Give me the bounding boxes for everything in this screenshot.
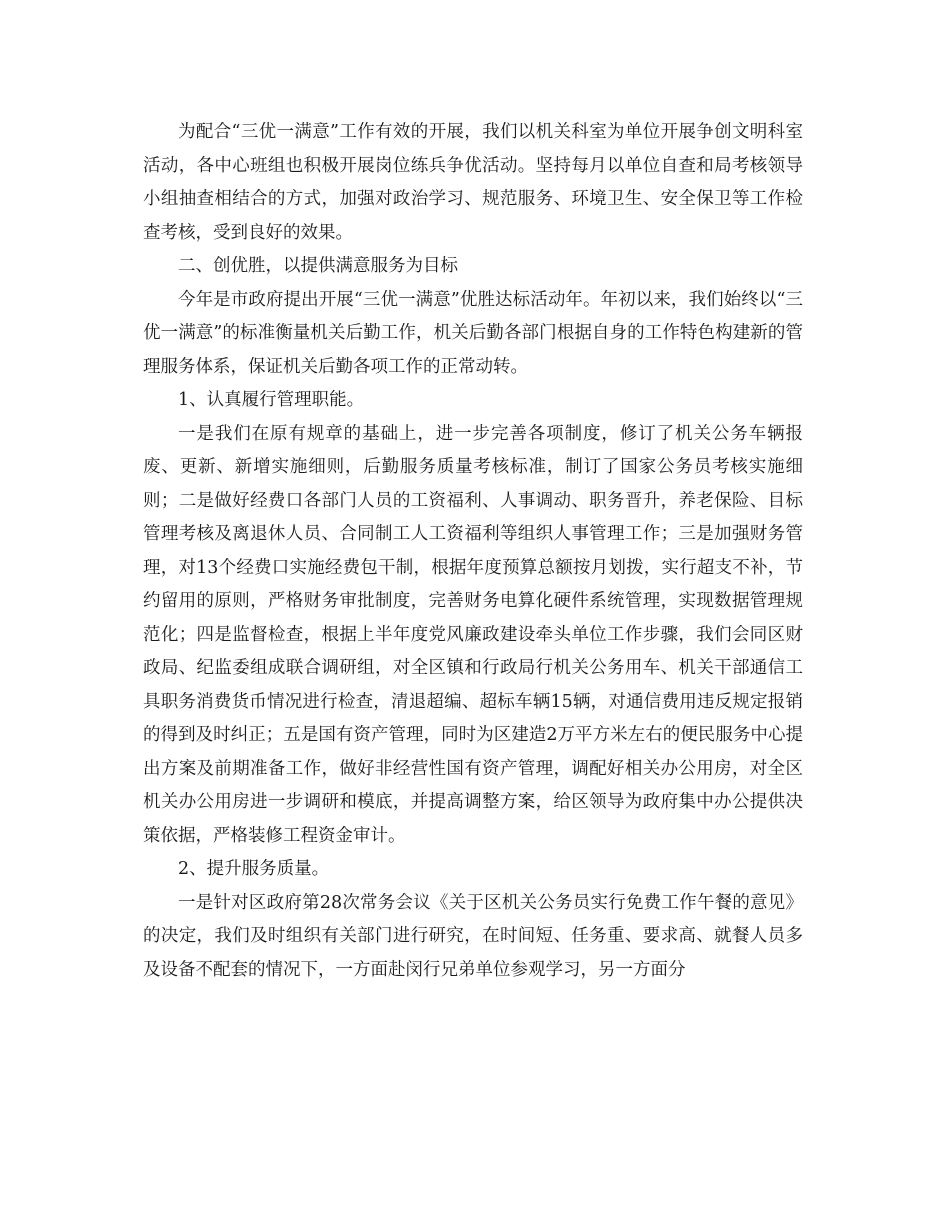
paragraph-3: 今年是市政府提出开展“三优一满意”优胜达标活动年。年初以来，我们始终以“三优一满意”的标准衡量机关后勤工作，机关后勤各部门根据自身的工作特色构建新的管理服务体系，保证机关后勤各项工作的正常动转。 (143, 289, 803, 377)
paragraph-5: 一是我们在原有规章的基础上，进一步完善各项制度，修订了机关公务车辆报废、更新、新增实施细则，后勤服务质量考核标准，制订了国家公务员考核实施细则；二是做好经费口各部门人员的工资福利、人事调动、职务晋升，养老保险、目标管理考核及离退休人员、合同制工人工资福利等组织人事管理工作；三是加强财务管理，对13个经费口实施经费包干制，根据年度预算总额按月划拨，实行超支不补，节约留用的原则，严格财务审批制度，完善财务电算化硬件系统管理，实现数据管理规范化；四是监督检查，根据上半年度党风廉政建设牵头单位工作步骤，我们会同区财政局、纪监委组成联合调研组，对全区镇和行政局行机关公务用车、机关干部通信工具职务消费货币情况进行检查，清退超编、超标车辆15辆，对通信费用违反规定报销的得到及时纠正；五是国有资产管理，同时为区建造2万平方米左右的便民服务中心提出方案及前期准备工作，做好非经营性国有资产管理，调配好相关办公用房，对全区机关办公用房进一步调研和模底，并提高调整方案，给区领导为政府集中办公提供决策依据，严格装修工程资金审计。 (143, 423, 803, 846)
section-heading-2: 二、创优胜，以提供满意服务为目标 (178, 256, 458, 276)
paragraph-1: 为配合“三优一满意”工作有效的开展，我们以机关科室为单位开展争创文明科室活动，各中心班组也积极开展岗位练兵争优活动。坚持每月以单位自查和局考核领导小组抽查相结合的方式，加强对政治学习、规范服务、环境卫生、安全保卫等工作检查考核，受到良好的效果。 (143, 122, 803, 243)
paragraph-7: 一是针对区政府第28次常务会议《关于区机关公务员实行免费工作午餐的意见》的决定，我们及时组织有关部门进行研究，在时间短、任务重、要求高、就餐人员多及设备不配套的情况下，一方面赴闵行兄弟单位参观学习，另一方面分 (143, 892, 803, 980)
subheading-1: 1、认真履行管理职能。 (178, 390, 365, 410)
subheading-2: 2、提升服务质量。 (178, 859, 330, 879)
document-body (143, 116, 803, 987)
